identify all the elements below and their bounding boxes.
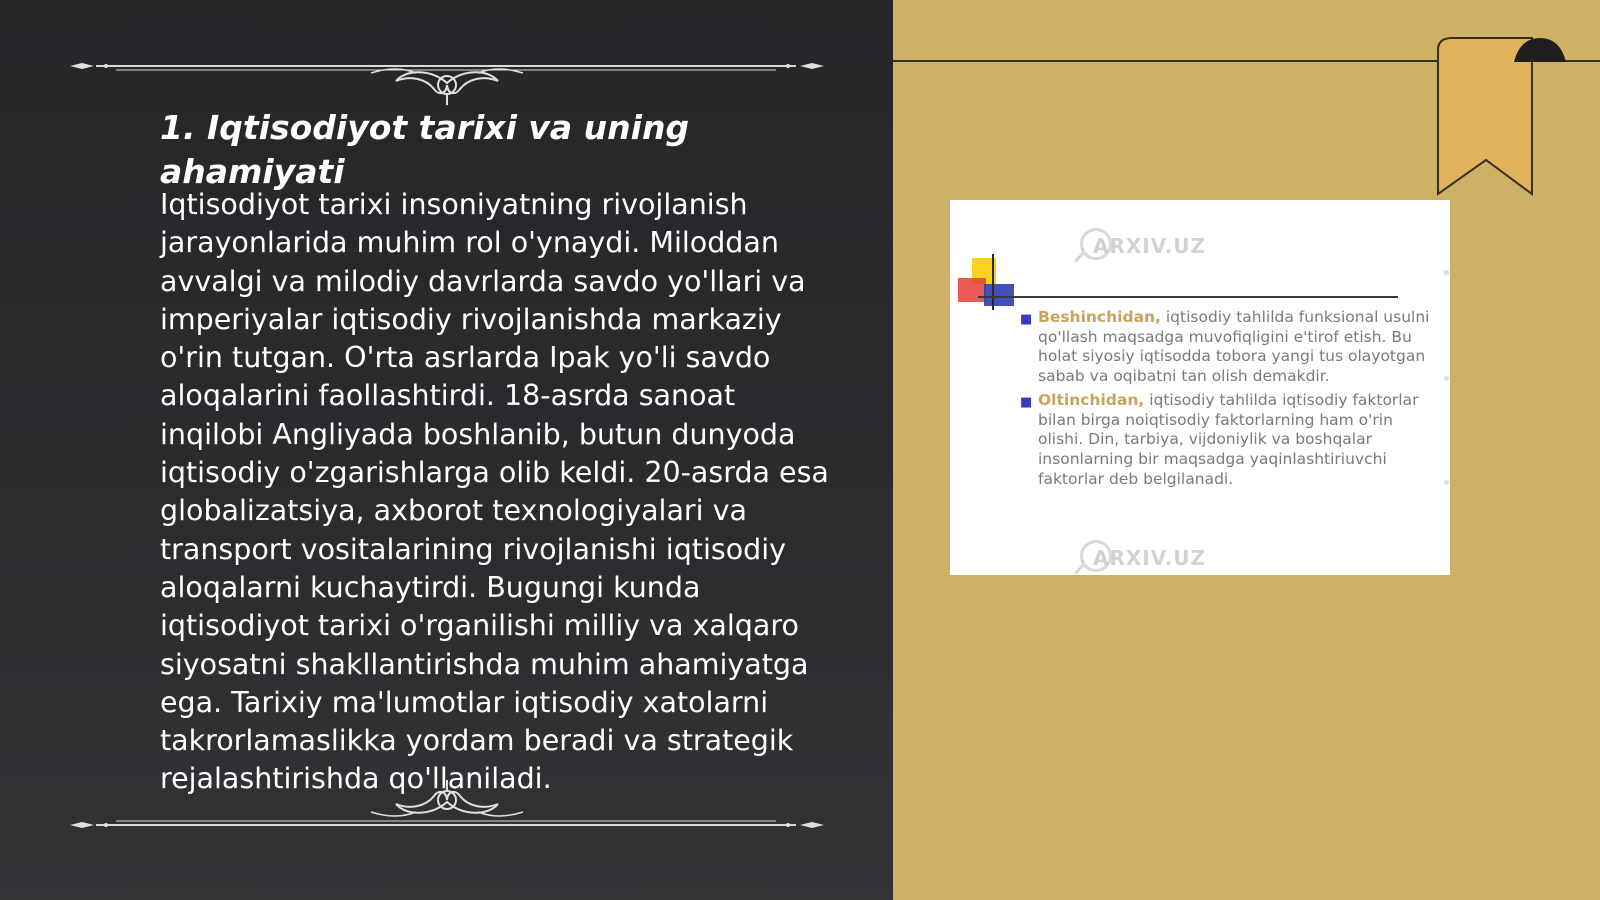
list-item-text: iqtisodiy tahlilda funksional usulni qo'llash maqsadga muvofiqligini e'tirof etish. Bu holat siyosiy iqtisodda tobora yangi tus olayotgan sabab va oqibatni tan olish demakdir.: [1038, 308, 1430, 386]
decor-horizontal-line: [978, 296, 1398, 298]
image-bullet-list: [1020, 308, 1435, 493]
edge-dot: [1444, 270, 1449, 275]
embedded-slide-image: [950, 200, 1450, 575]
frame-ornament-top: [66, 55, 828, 105]
list-item-lead: Beshinchidan,: [1038, 308, 1161, 326]
list-item-text: iqtisodiy tahlilda iqtisodiy faktorlar bilan birga noiqtisodiy faktorlarning ham o'rin olishi. Din, tarbiya, vijdoniylik va boshqalar insonlarning bir maqsadga yaqinlashtiriuvchi faktorlar deb belgilanadi.: [1038, 390, 1419, 488]
edge-dot: [1444, 480, 1449, 485]
list-item: [1020, 391, 1435, 490]
decor-square-red: [958, 278, 986, 302]
list-item: [1020, 308, 1435, 387]
watermark-bottom: ARXIV.UZ: [1093, 546, 1206, 570]
decor-vertical-line: [992, 254, 994, 310]
list-item-lead: Oltinchidan,: [1038, 390, 1145, 409]
decor-square-blue: [984, 284, 1014, 306]
bullet-square-icon: ■: [1020, 394, 1033, 410]
watermark-top: ARXIV.UZ: [1093, 234, 1206, 258]
edge-dot: [1444, 376, 1449, 381]
bookmark-curl-icon: [1510, 36, 1570, 66]
slide-body-text: Iqtisodiyot tarixi insoniyatning rivojlanish jarayonlarida muhim rol o'ynaydi. Miloddan avvalgi va milodiy davrlarda savdo yo'llari va imperiyalar iqtisodiy rivojlanishda markaziy o'rin tutgan. O'rta asrlarda Ipak yo'li savdo aloqalarini faollashtirdi. 18-asrda sanoat inqilobi Angliyada boshlanib, butun dunyoda iqtisodiy o'zgarishlarga olib keldi. 20-asrda esa globalizatsiya, axborot texnologiyalari va transport vositalarining rivojlanishi iqtisodiy aloqalarni kuchaytirdi. Bugungi kunda iqtisodiyot tarixi o'rganilishi milliy va xalqaro siyosatni shakllantirishda muhim ahamiyatga ega. Tarixiy ma'lumotlar iqtisodiy xatolarni takrorlamaslikka yordam beradi va strategik rejalashtirishda qo'llaniladi.: [160, 188, 829, 796]
bullet-square-icon: ■: [1020, 312, 1033, 327]
slide-title: 1. Iqtisodiyot tarixi va uning ahamiyati: [160, 108, 690, 191]
